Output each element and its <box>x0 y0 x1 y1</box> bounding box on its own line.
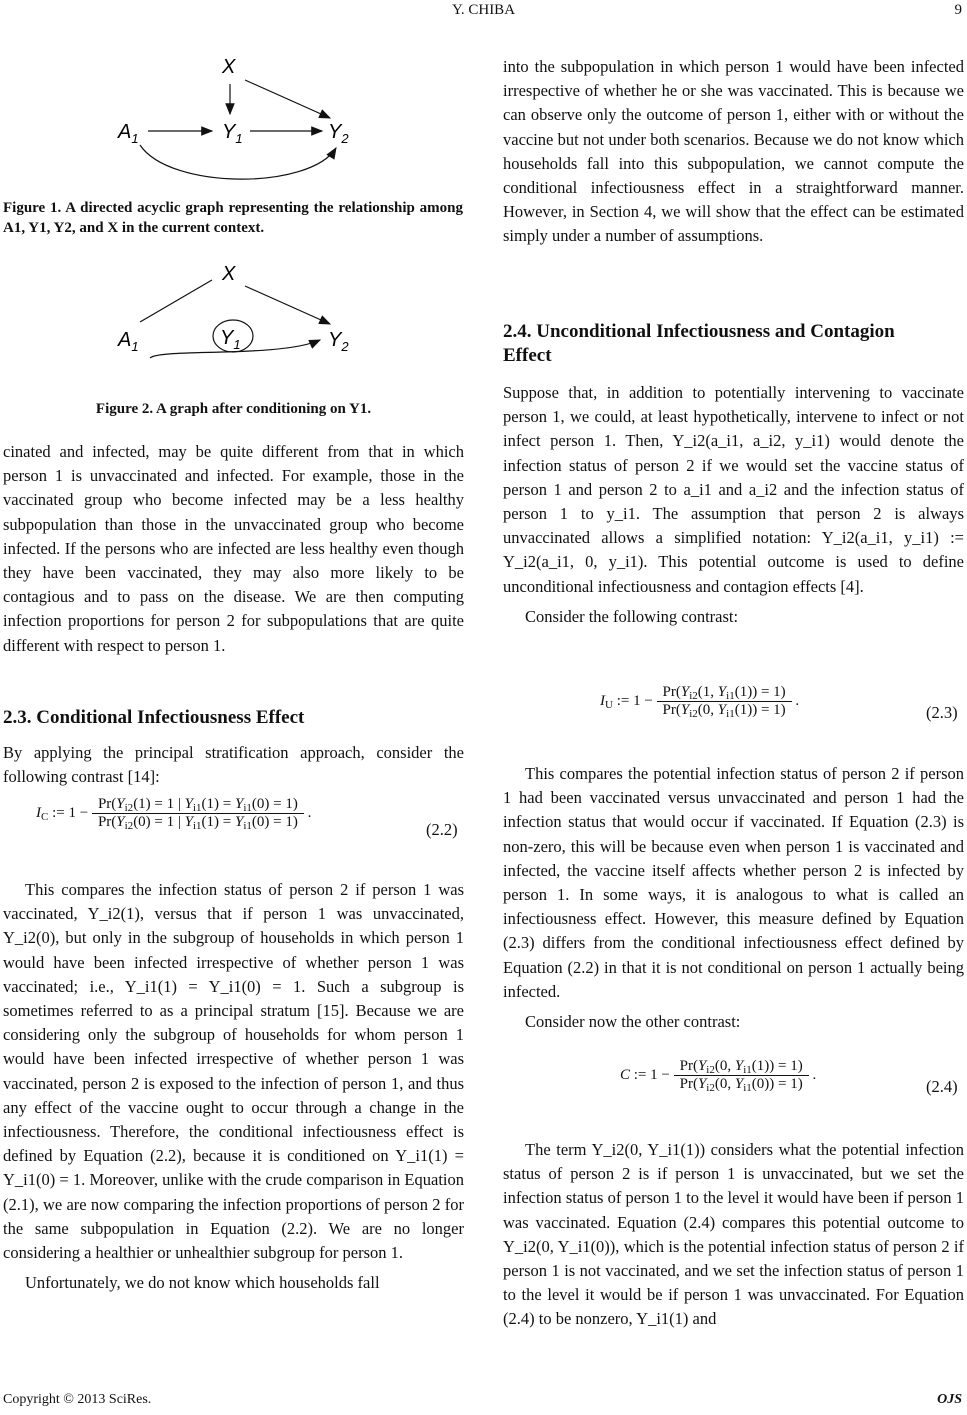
edge-x-y2 <box>245 286 330 324</box>
equation-2-3: $I_U$ := 1 − $\frac{Pr(Y_{i2}(1, Y_{i1}(1)) = 1)}{Pr(Y_{i2}(0, Y_{i1}(1)) = 1)}$ . <box>600 684 800 720</box>
node-y2: $Y_2$ <box>328 121 349 146</box>
right-paragraph-5: Consider now the other contrast: <box>525 1012 741 1032</box>
right-paragraph-6: The term Y_i2(0, Y_i1(1)) considers what the potential infection status of person 2 is if person 1 is unvaccinated, but we set the infection status of person 1 to the level it would have been if person 1 was vaccinated. Equation (2.4) compares this potential outcome to Y_i2(0, Y_i1(0)), which is the potential infection status of person 2 if person 1 is not vaccinated, and we set the infection status of person 1 to the level it would be if person 1 was unvaccinated. For Equation (2.4) to be nonzero, Y_i1(1) and <box>503 1140 964 1329</box>
left-column-top <box>3 440 464 658</box>
node-x: X <box>222 263 236 285</box>
figure-1-caption: Figure 1. A directed acyclic graph representing the relationship among A1, Y1, Y2, and X in the current context. <box>3 200 463 236</box>
figure-2-caption: Figure 2. A graph after conditioning on Y1. <box>95 401 372 417</box>
right-paragraph-2: Suppose that, in addition to potentially intervening to vaccinate person 1, we could, at least hypothetically, intervene to infect or not infect person 1. Then, Y_i2(a_i1, a_i2, y_i1) would denote the infection status of person 2 if we would set the vaccine status of person 1 and person 2 to a_i1 and a_i2 and the infection status of person 1 to y_i1. The assumption that person 2 is always unvaccinated allows a simplified notation: Y_i2(a_i1, y_i1) := Y_i2(a_i1, 0, y_i1). This potential outcome is used to define unconditional infectiousness and contagion effects [4]. <box>503 383 964 596</box>
node-a1: $A_1$ <box>118 329 139 354</box>
section-2-4-heading: 2.4. Unconditional Infectiousness and Contagion Effect <box>503 321 895 366</box>
left-paragraph-4: Unfortunately, we do not know which households fall <box>25 1273 380 1293</box>
equation-2-2: $I_C$ := 1 − $\frac{Pr(Y_{i2}(1) = 1 | Y_{i1}(1) = Y_{i1}(0) = 1)}{Pr(Y_{i2}(0) = 1 | Y_{i1}(1) = Y_{i1}(0) = 1)}$ . <box>36 796 312 832</box>
right-column-intro <box>503 381 964 629</box>
equation-2-4: C := 1 − $\frac{Pr(Y_{i2}(0, Y_{i1}(1)) = 1)}{Pr(Y_{i2}(0, Y_{i1}(0)) = 1)}$ . <box>620 1058 817 1094</box>
right-paragraph-3: Consider the following contrast: <box>525 606 739 626</box>
equation-2-2-number: (2.2) <box>426 820 458 839</box>
left-column-body <box>3 878 464 1295</box>
node-a1: $A_1$ <box>118 121 139 146</box>
left-paragraph-1: cinated and infected, may be quite different from that in which person 1 is unvaccinated and infected. For example, those in the vaccinated group who become infected may be a less healthy subpopulation than those in the unvaccinated group who become infected. If the persons who are infected are less healthy even though they have been vaccinated, they may also more likely to be contagious and to pass on the disease. We are then computing infection proportions for person 2 for subpopulations that are quite different with respect to person 1. <box>3 442 464 655</box>
edge-x-a1 <box>140 280 212 322</box>
right-column-top <box>503 55 964 249</box>
figure-2-graph <box>100 258 380 398</box>
section-2-3-heading: 2.3. Conditional Infectiousness Effect <box>3 707 305 728</box>
right-paragraph-1: into the subpopulation in which person 1 would have been infected irrespective of whether he or she was vaccinated. This is because we can observe only the outcome of person 1, either with or without the vaccine but not under both scenarios. Because we do not know which households fall into this subpopulation, we cannot compute the conditional infectiousness effect in a straightforward manner. However, in Section 4, we will show that the effect can be estimated simply under a number of assumptions. <box>503 57 964 246</box>
right-column-mid <box>503 762 964 1034</box>
footer-copyright: Copyright © 2013 SciRes. <box>3 1392 152 1407</box>
node-x: X <box>222 56 236 78</box>
node-y1: $Y_1$ <box>220 327 241 352</box>
edge-x-y2 <box>245 80 330 118</box>
figure-1-graph <box>100 48 380 198</box>
left-paragraph-3: This compares the infection status of person 2 if person 1 was vaccinated, Y_i2(1), versus that if person 1 was unvaccinated, Y_i2(0), but only in the subgroup of households in which person 1 would have been infected irrespective of whether person 1 was vaccinated; i.e., Y_i1(1) = Y_i1(0) = 1. Such a subgroup is sometimes referred to as a principal stratum [15]. Because we are considering only the subgroup of households for whom person 1 would have been infected irrespective of whether person 1 was vaccinated, person 2 is exposed to the infection of person 1, and thus any effect of the vaccine ought to occur through a change in the infectiousness. Therefore, the conditional infectiousness effect is defined by Equation (2.2), because it is conditioned on Y_i1(1) = Y_i1(0) = 1. Moreover, unlike with the crude comparison in Equation (2.1), we are now comparing the infection proportions of person 2 for the same subpopulation in Equation (2.2). We are no longer considering a healthier or unhealthier subgroup for person 1. <box>3 880 464 1263</box>
right-column-bottom <box>503 1138 964 1332</box>
node-y2: $Y_2$ <box>328 329 349 354</box>
right-paragraph-4: This compares the potential infection status of person 2 if person 1 had been vaccinated versus unvaccinated and person 1 had the infection status that would occur if vaccinated. If Equation (2.3) is non-zero, this will be because even when person 1 is vaccinated and infected, the vaccine itself affects whether person 2 is infected by person 1. In some ways, it is analogous to what is called an infectiousness effect. However, this measure defined by Equation (2.3) differs from the conditional infectiousness effect defined by Equation (2.2) in that it is not conditional on person 1 actually being infected. <box>503 764 964 1001</box>
edge-a1-y2 <box>140 145 336 179</box>
equation-2-3-number: (2.3) <box>926 703 958 722</box>
left-paragraph-2: By applying the principal stratification approach, consider the following contrast [14]: <box>3 743 464 787</box>
left-column-intro <box>3 741 464 789</box>
page-number: 9 <box>954 2 962 18</box>
footer-journal: OJS <box>937 1392 962 1407</box>
node-y1: $Y_1$ <box>222 121 243 146</box>
equation-2-4-number: (2.4) <box>926 1077 958 1096</box>
running-header: Y. CHIBA <box>451 2 516 18</box>
